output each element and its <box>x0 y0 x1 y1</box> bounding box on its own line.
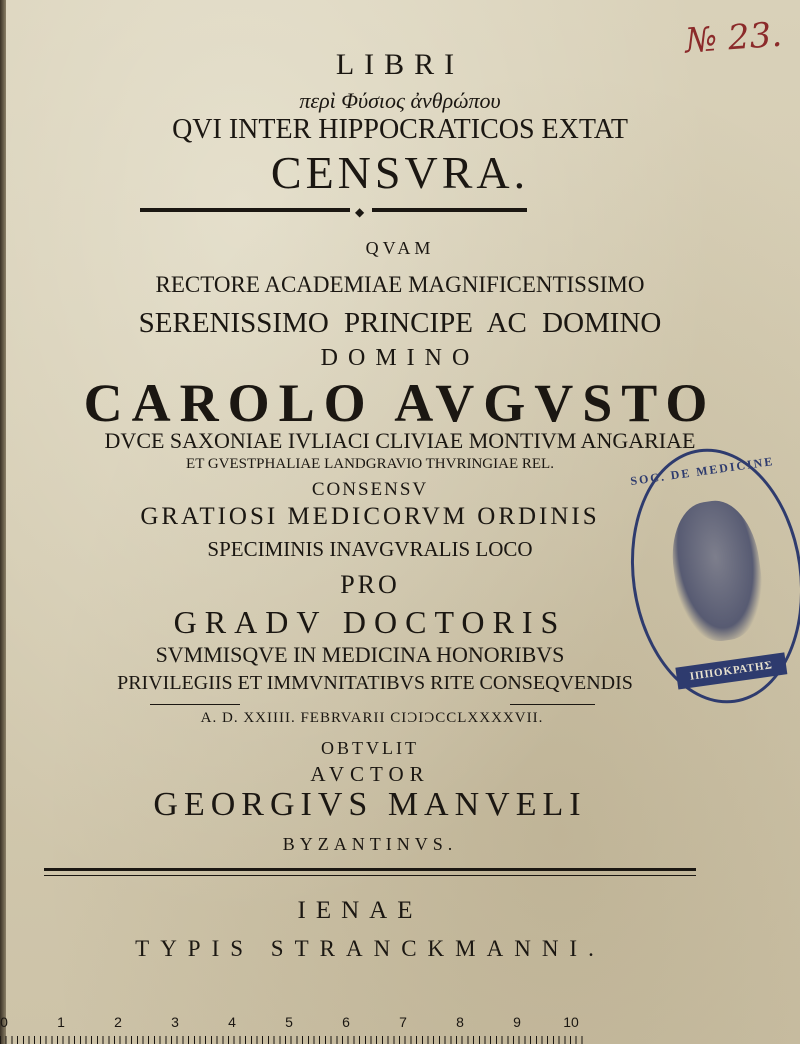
author-name: GEORGIVS MANVELI <box>153 786 587 823</box>
imprint-rule <box>44 868 696 871</box>
imprint-rule-thin <box>44 875 696 876</box>
rule-right <box>372 208 527 212</box>
author-origin: BYZANTINVS. <box>282 834 458 854</box>
ruler-label: 0 <box>0 1014 8 1030</box>
privilegiis-line: PRIVILEGIIS ET IMMVNITATIBVS RITE CONSEQVENDIS <box>117 672 633 694</box>
ruler-label: 4 <box>228 1014 236 1030</box>
consensv: CONSENSV <box>311 479 429 500</box>
stamp-label: ΙΠΠΟΚΡΑΤΗΣ <box>675 652 787 689</box>
title-greek: περὶ Φύσιος ἀνθρώπου <box>299 88 501 113</box>
title-censura: CENSVRA. <box>270 147 530 198</box>
title-libri: LIBRI <box>335 48 465 81</box>
duce-line: DVCE SAXONIAE IVLIACI CLIVIAE MONTIVM ANGARIAE <box>104 428 696 453</box>
obtvlit: OBTVLIT <box>321 738 419 758</box>
carolo-augusto: CAROLO AVGVSTO <box>83 373 717 433</box>
ruler-label: 9 <box>513 1014 521 1030</box>
date-rule-left <box>150 704 240 705</box>
stamp-top-text: SOC. DE MEDICINE <box>629 454 776 489</box>
imprint-printer: TYPIS STRANCKMANNI. <box>135 936 605 961</box>
gvestphaliae-line: ET GVESTPHALIAE LANDGRAVIO THVRINGIAE REL. <box>186 456 554 472</box>
hippocrates-portrait <box>665 496 770 647</box>
rector-line: RECTORE ACADEMIAE MAGNIFICENTISSIMO <box>155 272 645 297</box>
gradv-doctoris: GRADV DOCTORIS <box>173 604 567 640</box>
speciminis-line: SPECIMINIS INAVGVRALIS LOCO <box>207 537 533 561</box>
ruler-label: 1 <box>57 1014 65 1030</box>
date-rule-right <box>510 704 595 705</box>
ruler-label: 3 <box>171 1014 179 1030</box>
rule-left <box>140 208 350 212</box>
ruler-ticks <box>0 1036 585 1044</box>
ruler-label: 2 <box>114 1014 122 1030</box>
svmmisqve-line: SVMMISQVE IN MEDICINA HONORIBVS <box>155 642 565 667</box>
ruler-label: 10 <box>563 1014 579 1030</box>
date-line: A. D. XXIIII. FEBRVARII CIƆIƆCCLXXXXVII. <box>200 710 544 726</box>
domino-line: DOMINO <box>320 345 480 371</box>
measuring-ruler <box>0 1010 585 1044</box>
imprint-place: IENAE <box>297 897 423 924</box>
ruler-label: 6 <box>342 1014 350 1030</box>
quam: QVAM <box>365 238 435 258</box>
avctor: AVCTOR <box>310 762 430 786</box>
prince-line: SERENISSIMO PRINCIPE AC DOMINO <box>138 307 662 339</box>
ruler-label: 8 <box>456 1014 464 1030</box>
ruler-label: 7 <box>399 1014 407 1030</box>
ruler-label: 5 <box>285 1014 293 1030</box>
title-subtitle: QVI INTER HIPPOCRATICOS EXTAT <box>172 114 628 145</box>
pro-line: PRO <box>340 570 400 599</box>
rule-ornament: ◆ <box>355 205 365 219</box>
gratiosi-line: GRATIOSI MEDICORVM ORDINIS <box>140 503 600 530</box>
shelf-mark: № 23. <box>683 14 784 62</box>
